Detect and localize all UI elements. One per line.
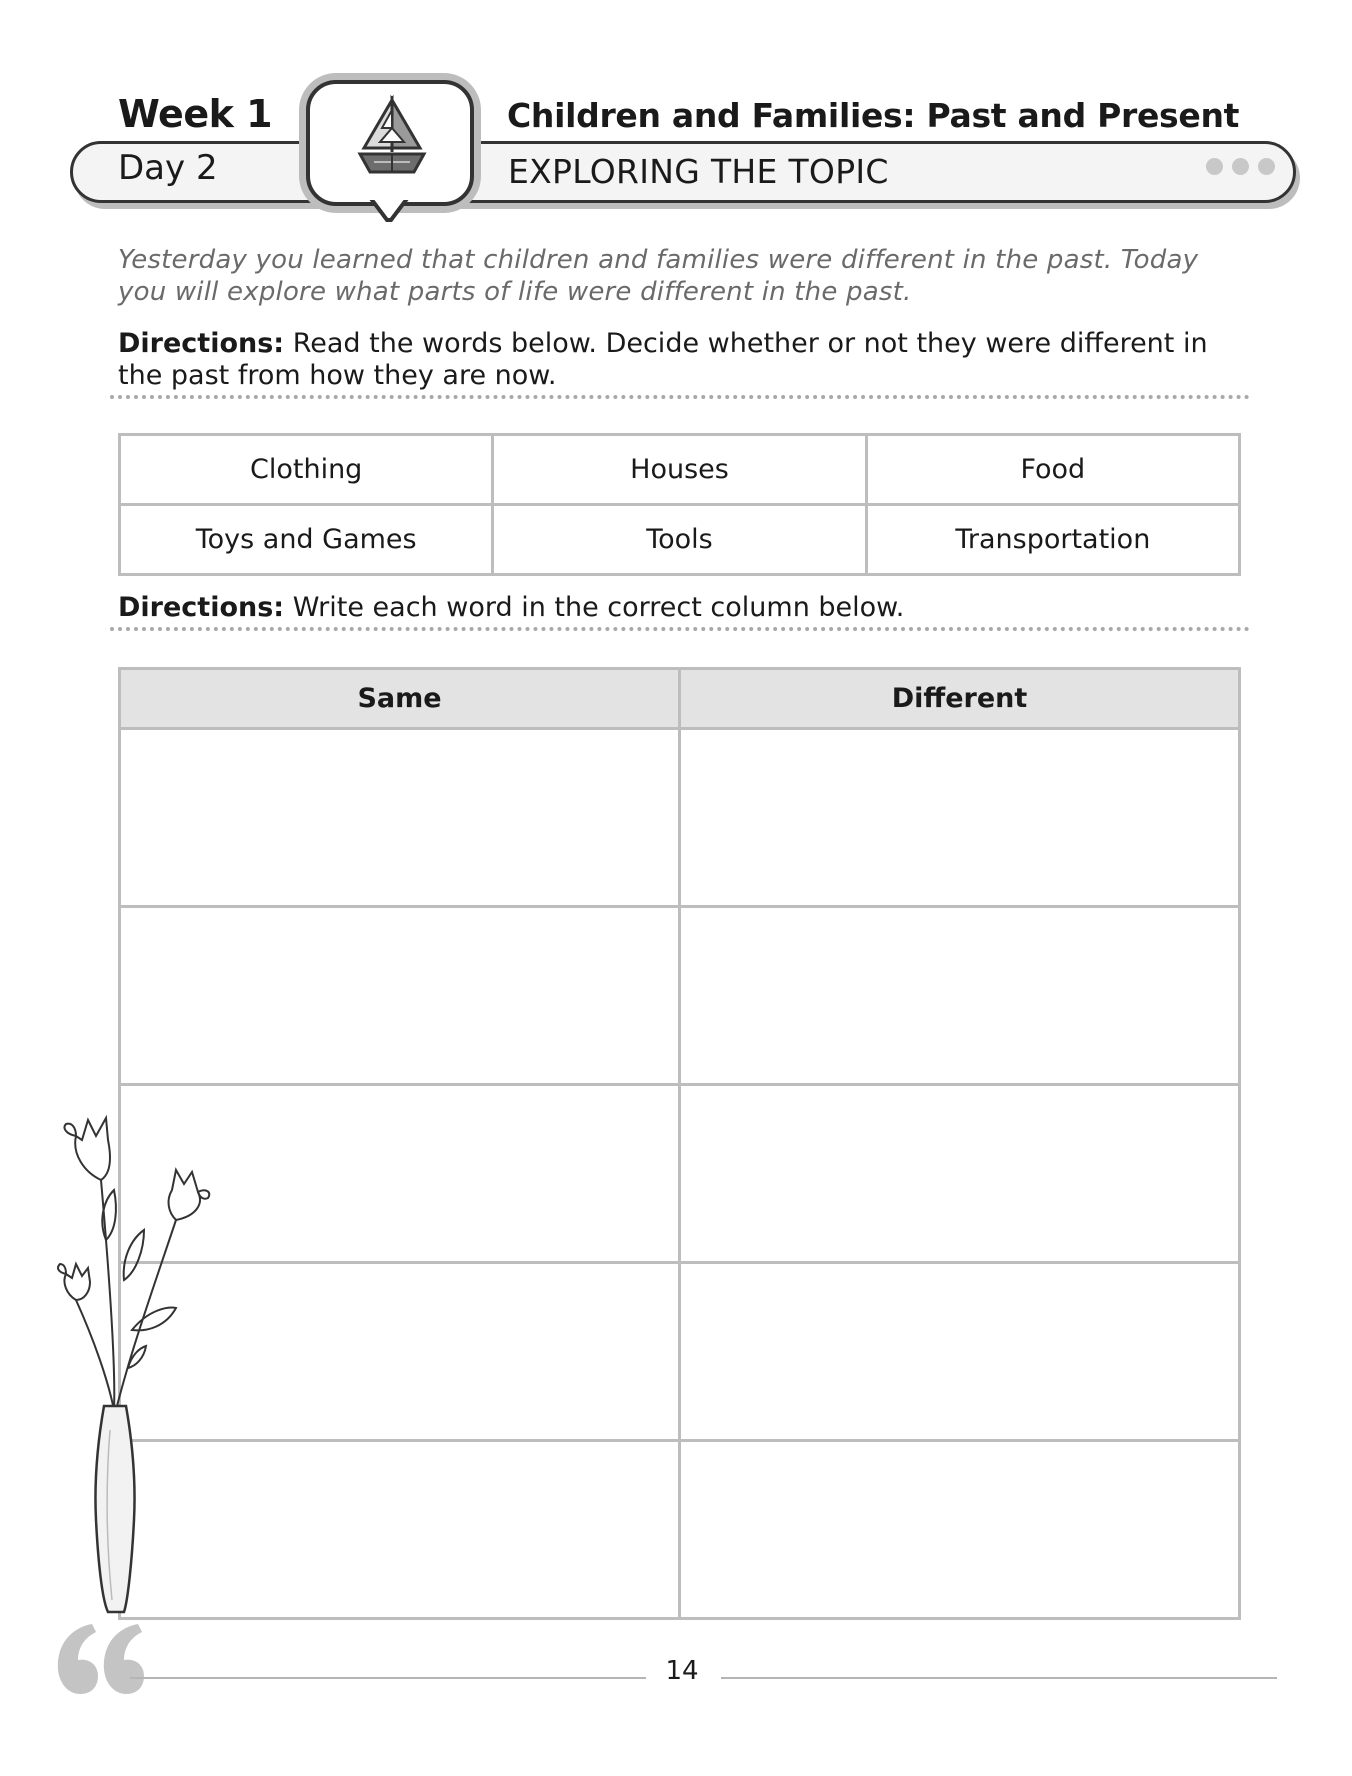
directions-label: Directions: bbox=[118, 592, 285, 623]
table-row bbox=[120, 1263, 1240, 1441]
word-bank-row bbox=[120, 435, 1240, 505]
table-row bbox=[120, 1085, 1240, 1263]
table-row bbox=[120, 1441, 1240, 1619]
directions-text: Read the words below. Decide whether or not they were different in the past from how they are now. bbox=[118, 328, 1208, 391]
day-label: Day 2 bbox=[118, 148, 218, 188]
answer-cell-different[interactable] bbox=[680, 1263, 1240, 1441]
sailboat-icon bbox=[352, 92, 432, 184]
page-number: 14 bbox=[665, 1656, 699, 1686]
sort-table-header bbox=[120, 669, 1240, 729]
table-row bbox=[120, 907, 1240, 1085]
answer-cell-same[interactable] bbox=[120, 907, 680, 1085]
directions-write bbox=[118, 592, 1243, 624]
word-bank-cell: Food bbox=[866, 435, 1239, 505]
word-bank-cell: Toys and Games bbox=[120, 505, 493, 575]
table-row bbox=[120, 729, 1240, 907]
badge-tail bbox=[369, 196, 409, 224]
flower-vase-illustration bbox=[36, 1100, 226, 1620]
page-title: Children and Families: Past and Present bbox=[507, 96, 1240, 135]
section-subtitle: EXPLORING THE TOPIC bbox=[508, 152, 889, 191]
answer-cell-same[interactable] bbox=[120, 729, 680, 907]
word-bank-cell: Tools bbox=[493, 505, 866, 575]
directions-text: Write each word in the correct column below. bbox=[284, 592, 905, 623]
answer-cell-different[interactable] bbox=[680, 1085, 1240, 1263]
sort-table bbox=[118, 667, 1241, 1620]
word-bank-cell: Transportation bbox=[866, 505, 1239, 575]
answer-cell-different[interactable] bbox=[680, 729, 1240, 907]
answer-cell-different[interactable] bbox=[680, 1441, 1240, 1619]
word-bank bbox=[118, 433, 1241, 576]
directions-read bbox=[118, 328, 1243, 392]
directions-label: Directions: bbox=[118, 328, 285, 359]
word-bank-cell: Clothing bbox=[120, 435, 493, 505]
dotted-divider bbox=[110, 627, 1250, 631]
footer-rule-left bbox=[130, 1677, 646, 1679]
footer-rule-right bbox=[721, 1677, 1277, 1679]
decorative-dots bbox=[1206, 158, 1275, 175]
word-bank-cell: Houses bbox=[493, 435, 866, 505]
week-label: Week 1 bbox=[118, 92, 273, 136]
word-bank-row bbox=[120, 505, 1240, 575]
answer-cell-different[interactable] bbox=[680, 907, 1240, 1085]
column-header-different: Different bbox=[680, 669, 1240, 729]
intro-text: Yesterday you learned that children and families were different in the past. Today you will explore what parts of life were different in the past. bbox=[118, 245, 1199, 307]
dotted-divider bbox=[110, 395, 1250, 399]
quote-mark-icon bbox=[52, 1618, 144, 1698]
column-header-same: Same bbox=[120, 669, 680, 729]
